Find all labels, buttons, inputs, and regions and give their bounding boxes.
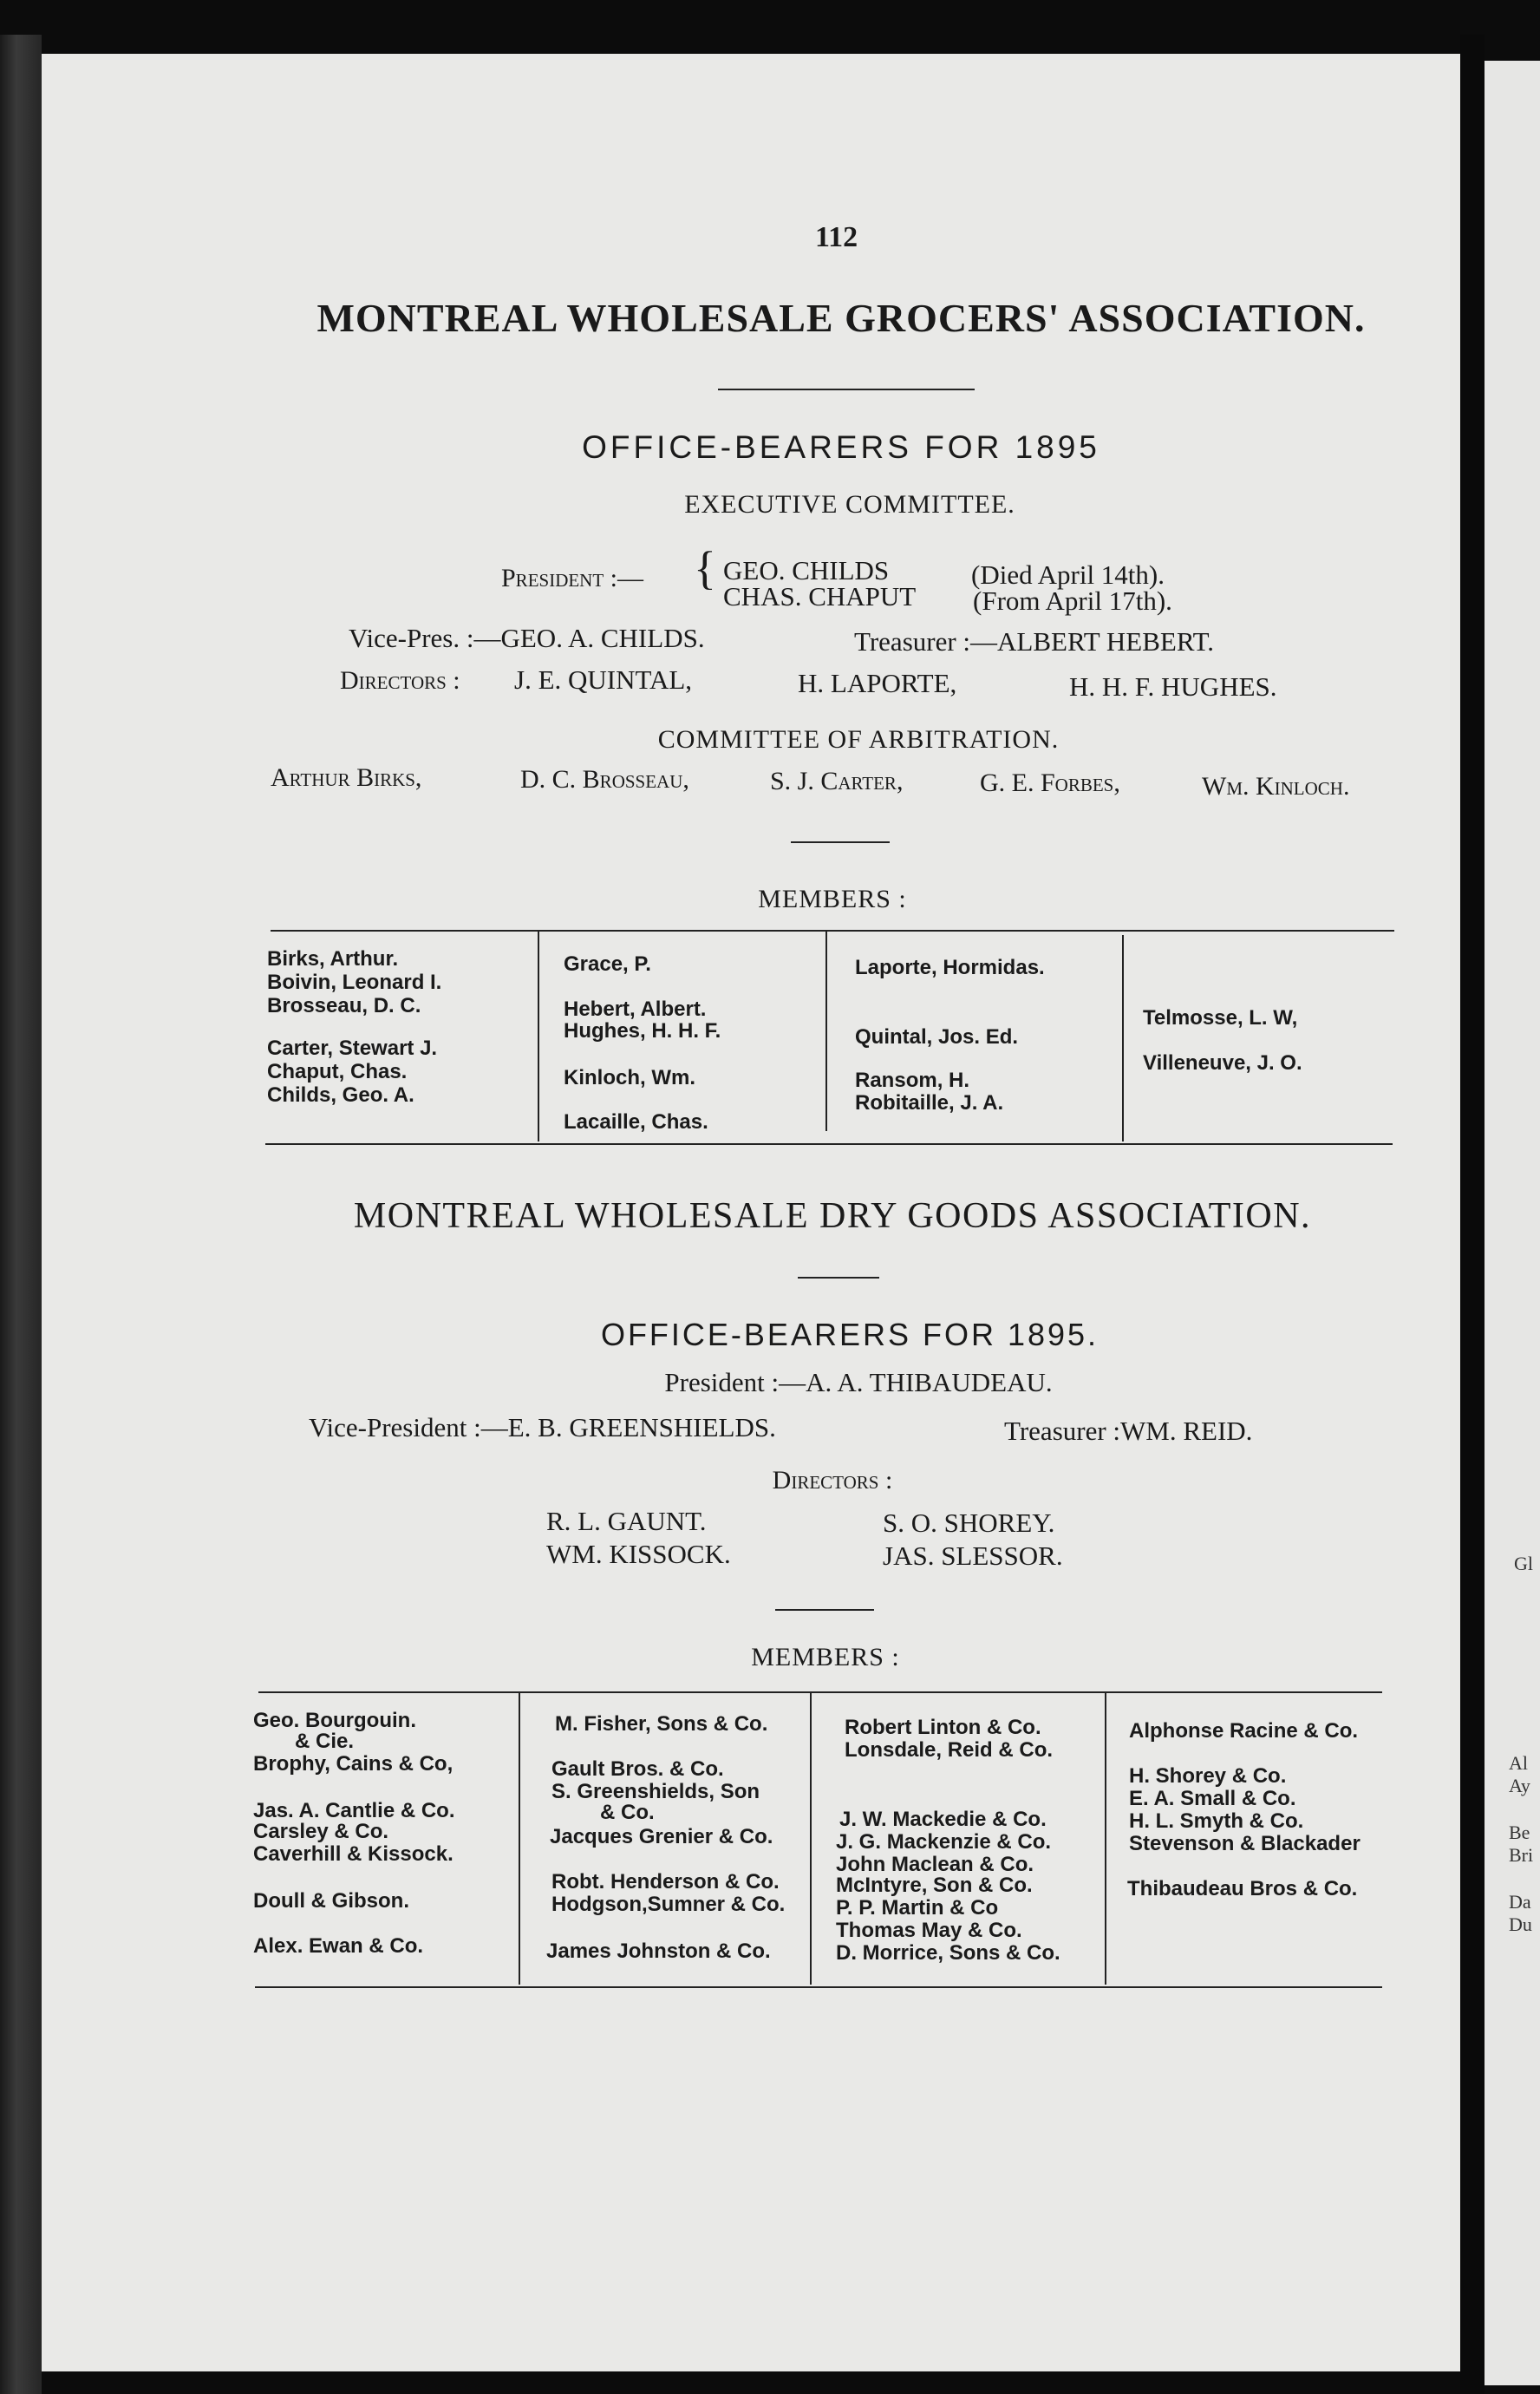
column-rule	[1105, 1693, 1106, 1985]
member-entry: Quintal, Jos. Ed.	[855, 1025, 1019, 1049]
adjacent-page-text: Al	[1509, 1752, 1528, 1774]
arbitration-member: Arthur Birks,	[271, 763, 422, 792]
page-gutter	[1460, 35, 1485, 2394]
member-entry: Alex. Ewan & Co.	[253, 1934, 424, 1958]
member-entry: Birks, Arthur.	[267, 947, 399, 971]
director: WM. KISSOCK.	[546, 1539, 731, 1569]
director: R. L. GAUNT.	[546, 1506, 707, 1536]
member-entry: Hodgson,Sumner & Co.	[551, 1893, 786, 1916]
member-entry: H. Shorey & Co.	[1129, 1764, 1287, 1788]
arbitration-member: D. C. Brosseau,	[520, 765, 689, 794]
member-entry: Geo. Bourgouin.	[253, 1709, 416, 1732]
member-entry: S. Greenshields, Son	[551, 1780, 760, 1803]
member-entry: Gault Bros. & Co.	[551, 1757, 724, 1781]
member-entry: Carter, Stewart J.	[267, 1037, 438, 1060]
arbitration-member: G. E. Forbes,	[980, 769, 1120, 797]
arbitration-member: S. J. Carter,	[770, 767, 904, 795]
column-rule	[519, 1693, 520, 1985]
dry-goods-members-heading: MEMBERS :	[751, 1643, 900, 1671]
member-entry: Caverhill & Kissock.	[253, 1842, 454, 1866]
director: JAS. SLESSOR.	[883, 1540, 1063, 1571]
dry-goods-directors-label: Directors :	[772, 1466, 893, 1495]
table-rule	[265, 1143, 1393, 1145]
member-entry: H. L. Smyth & Co.	[1129, 1809, 1304, 1833]
member-entry: Boivin, Leonard I.	[267, 971, 442, 994]
member-entry: Telmosse, L. W,	[1143, 1006, 1298, 1030]
divider	[718, 389, 975, 390]
grocers-title: MONTREAL WHOLESALE GROCERS' ASSOCIATION.	[316, 296, 1366, 340]
member-entry: Brosseau, D. C.	[267, 994, 421, 1017]
book-spine	[0, 35, 42, 2394]
dry-goods-title: MONTREAL WHOLESALE DRY GOODS ASSOCIATION.	[353, 1196, 1312, 1236]
member-entry: Hebert, Albert.	[564, 998, 707, 1021]
president-label: President :—	[501, 564, 644, 592]
member-entry: E. A. Small & Co.	[1129, 1787, 1296, 1810]
member-entry: Hughes, H. H. F.	[564, 1019, 721, 1043]
grocers-office-bearers-heading: OFFICE-BEARERS FOR 1895	[582, 429, 1100, 465]
member-entry: Lonsdale, Reid & Co.	[845, 1738, 1054, 1762]
president-name: CHAS. CHAPUT	[723, 581, 917, 612]
president-name: GEO. CHILDS	[723, 555, 890, 585]
director: H. LAPORTE,	[798, 668, 957, 698]
adjacent-page-text: Bri	[1509, 1844, 1534, 1866]
president-note: (From April 17th).	[973, 585, 1172, 616]
member-entry: J. W. Mackedie & Co.	[839, 1808, 1047, 1831]
member-entry: Kinloch, Wm.	[564, 1066, 695, 1089]
member-entry: James Johnston & Co.	[546, 1939, 771, 1963]
vice-president: Vice-Pres. :—GEO. A. CHILDS.	[349, 623, 705, 653]
member-entry: Chaput, Chas.	[267, 1060, 408, 1083]
member-entry: Lacaille, Chas.	[564, 1110, 708, 1134]
divider	[775, 1609, 874, 1611]
member-entry: Robitaille, J. A.	[855, 1091, 1004, 1115]
director: S. O. SHOREY.	[883, 1508, 1055, 1538]
member-entry: & Co.	[600, 1801, 655, 1824]
adjacent-page-text: Ay	[1509, 1775, 1530, 1796]
member-entry: Ransom, H.	[855, 1069, 970, 1092]
column-rule	[538, 932, 539, 1141]
member-entry: Doull & Gibson.	[253, 1889, 409, 1913]
president-note: (Died April 14th).	[971, 559, 1165, 590]
member-entry: Stevenson & Blackader	[1129, 1832, 1361, 1855]
arbitration-member: Wm. Kinloch.	[1202, 772, 1350, 801]
table-rule	[255, 1986, 1382, 1988]
column-rule	[810, 1693, 812, 1985]
adjacent-page-text: Be	[1509, 1822, 1530, 1843]
member-entry: Villeneuve, J. O.	[1143, 1051, 1302, 1075]
divider	[791, 841, 890, 843]
treasurer: Treasurer :—ALBERT HEBERT.	[854, 626, 1215, 657]
member-entry: Thomas May & Co.	[836, 1919, 1022, 1942]
member-entry: M. Fisher, Sons & Co.	[555, 1712, 768, 1736]
member-entry: Alphonse Racine & Co.	[1129, 1719, 1359, 1743]
member-entry: & Cie.	[295, 1730, 355, 1753]
member-entry: Robt. Henderson & Co.	[551, 1870, 780, 1894]
member-entry: Childs, Geo. A.	[267, 1083, 414, 1107]
member-entry: Grace, P.	[564, 952, 651, 976]
directors-label: Directors :	[340, 666, 460, 695]
member-entry: John Maclean & Co.	[836, 1853, 1034, 1876]
adjacent-page-text: Du	[1509, 1913, 1532, 1935]
member-entry: Thibaudeau Bros & Co.	[1127, 1877, 1358, 1900]
adjacent-page-text: Gl	[1514, 1553, 1533, 1574]
member-entry: Carsley & Co.	[253, 1820, 389, 1843]
dry-goods-president: President :—A. A. THIBAUDEAU.	[664, 1367, 1053, 1397]
member-entry: J. G. Mackenzie & Co.	[836, 1830, 1052, 1854]
member-entry: McIntyre, Son & Co.	[836, 1874, 1033, 1897]
grocers-members-heading: MEMBERS :	[758, 885, 907, 913]
dry-goods-treasurer: Treasurer :WM. REID.	[1004, 1416, 1253, 1446]
executive-committee-heading: EXECUTIVE COMMITTEE.	[684, 490, 1015, 519]
adjacent-page-text: Da	[1509, 1891, 1531, 1913]
member-entry: Laporte, Hormidas.	[855, 956, 1045, 979]
arbitration-heading: COMMITTEE OF ARBITRATION.	[657, 725, 1060, 754]
member-entry: Robert Linton & Co.	[845, 1716, 1041, 1739]
member-entry: Brophy, Cains & Co,	[253, 1752, 454, 1776]
divider	[798, 1277, 879, 1279]
member-entry: P. P. Martin & Co	[836, 1896, 999, 1920]
table-rule	[271, 930, 1394, 932]
director: J. E. QUINTAL,	[514, 664, 693, 695]
member-entry: D. Morrice, Sons & Co.	[836, 1941, 1060, 1965]
page-number: 112	[815, 221, 858, 253]
member-entry: Jas. A. Cantlie & Co.	[253, 1799, 455, 1822]
dry-goods-office-bearers-heading: OFFICE-BEARERS FOR 1895.	[600, 1317, 1100, 1352]
member-entry: Jacques Grenier & Co.	[550, 1825, 773, 1848]
column-rule	[825, 932, 827, 1131]
adjacent-page-edge	[1485, 61, 1540, 2385]
table-rule	[258, 1691, 1382, 1693]
column-rule	[1122, 935, 1124, 1141]
dry-goods-vice-president: Vice-President :—E. B. GREENSHIELDS.	[309, 1412, 776, 1442]
director: H. H. F. HUGHES.	[1069, 671, 1277, 702]
president-brace: {	[694, 542, 716, 594]
